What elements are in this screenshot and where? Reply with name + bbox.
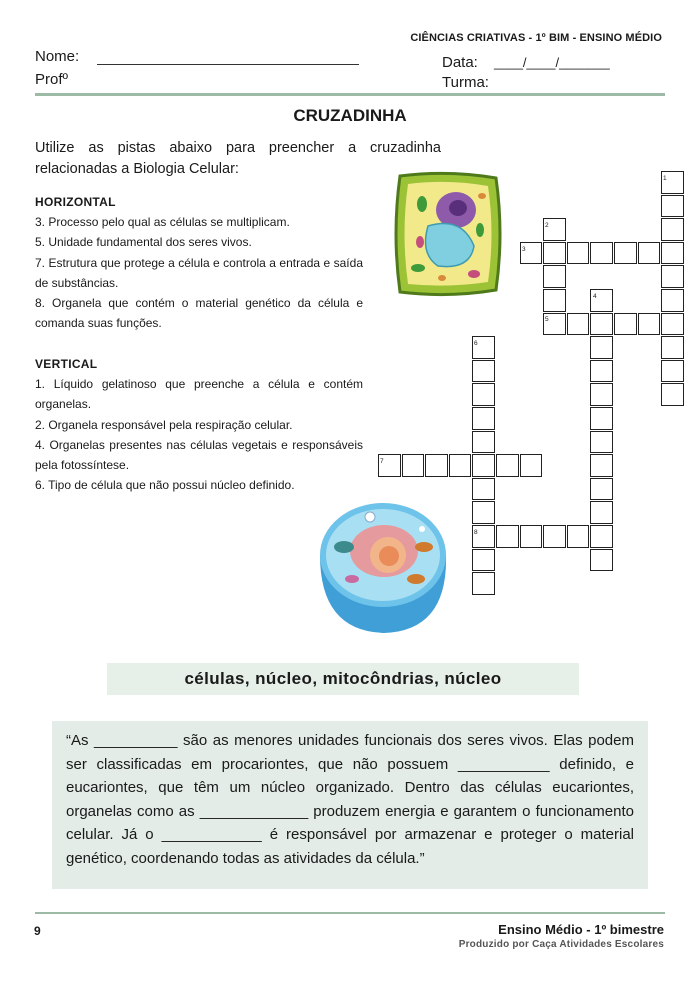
crossword-cell[interactable] [661,289,684,312]
clue-h3: 3. Processo pelo qual as células se multiplicam. [35,215,290,230]
page-title: CRUZADINHA [293,106,407,125]
clue-v6: 6. Tipo de célula que não possui núcleo definido. [35,478,295,493]
crossword-number-3: 3 [522,246,526,253]
crossword-cell[interactable] [661,383,684,406]
crossword-cell[interactable] [590,242,613,265]
crossword-cell[interactable] [638,242,661,265]
crossword-cell[interactable] [472,549,495,572]
crossword-cell[interactable] [472,407,495,430]
crossword-cell[interactable] [543,265,566,288]
crossword-cell[interactable] [543,242,566,265]
crossword-cell[interactable] [567,242,590,265]
crossword-cell[interactable] [472,572,495,595]
animal-cell-illustration [312,493,452,637]
crossword-number-5: 5 [545,316,549,323]
series-header: CIÊNCIAS CRIATIVAS - 1º BIM - ENSINO MÉDIO [410,32,662,44]
vertical-heading: VERTICAL [35,357,98,371]
date-blank[interactable]: ____/____/_______ [494,55,610,70]
clue-h5: 5. Unidade fundamental dos seres vivos. [35,235,252,250]
crossword-cell[interactable] [543,289,566,312]
teacher-label: Profº [35,71,68,88]
crossword-cell[interactable] [543,525,566,548]
crossword-cell[interactable] [661,313,684,336]
crossword-number-2: 2 [545,222,549,229]
crossword-cell[interactable] [520,454,543,477]
instructions: Utilize as pistas abaixo para preencher a cruzadinha relacionadas a Biologia Celular: [35,140,441,177]
clue-v1: 1. Líquido gelatinoso que preenche a célula e contém organelas. [35,377,363,412]
fill-in-paragraph[interactable]: “As __________ são as menores unidades funcionais dos seres vivos. Elas podem ser classificadas em procariontes, que não possuem ___________ definido, e eucariontes, que têm um núcleo organizado. Dentro das células eucariontes, organelas como as _____________ produzem energia e garantem o funcionamento celular. Já o ____________ é responsável por armazenar e proteger o material genético, coordenando todas as atividades da célula.” [66,732,634,867]
date-label: Data: [442,54,478,71]
crossword-cell[interactable] [567,313,590,336]
crossword-cell[interactable] [590,501,613,524]
fill-in-paragraph-box [52,721,648,889]
clue-h8: 8. Organela que contém o material genético da célula e comanda suas funções. [35,296,363,331]
crossword-cell[interactable] [590,407,613,430]
footer-divider [35,912,665,914]
crossword-cell[interactable] [590,454,613,477]
crossword-cell[interactable] [590,549,613,572]
crossword-cell[interactable] [590,478,613,501]
class-label: Turma: [442,74,489,91]
crossword-cell[interactable] [425,454,448,477]
crossword-cell[interactable] [661,336,684,359]
crossword-cell[interactable] [520,525,543,548]
crossword-number-7: 7 [380,458,384,465]
crossword-cell[interactable] [614,242,637,265]
crossword-cell[interactable] [590,336,613,359]
crossword-cell[interactable] [590,313,613,336]
crossword-cell[interactable] [402,454,425,477]
crossword-cell[interactable] [614,313,637,336]
crossword-cell[interactable] [496,525,519,548]
crossword-cell[interactable] [661,265,684,288]
crossword-cell[interactable] [661,360,684,383]
clue-h7: 7. Estrutura que protege a célula e controla a entrada e saída de substâncias. [35,255,363,290]
crossword-number-8: 8 [474,529,478,536]
crossword-cell[interactable] [472,383,495,406]
crossword-cell[interactable] [496,454,519,477]
crossword-number-6: 6 [474,340,478,347]
crossword-cell[interactable] [661,242,684,265]
crossword-cell[interactable] [661,195,684,218]
crossword-cell[interactable] [590,525,613,548]
crossword-cell[interactable] [590,383,613,406]
crossword-cell[interactable] [472,478,495,501]
clue-v4: 4. Organelas presentes nas células vegetais e responsáveis pela fotossíntese. [35,437,363,473]
crossword-cell[interactable] [472,501,495,524]
crossword-cell[interactable] [472,360,495,383]
footer-credit: Produzido por Caça Atividades Escolares [458,939,664,950]
crossword-cell[interactable] [590,431,613,454]
name-label: Nome: [35,48,80,65]
word-bank: células, núcleo, mitocôndrias, núcleo [107,663,579,695]
crossword-number-4: 4 [593,293,597,300]
crossword-cell[interactable] [472,454,495,477]
crossword-cell[interactable] [472,431,495,454]
footer-level: Ensino Médio - 1º bimestre [498,922,664,937]
crossword-cell[interactable] [449,454,472,477]
clue-v2: 2. Organela responsável pela respiração celular. [35,417,293,432]
crossword-cell[interactable] [590,360,613,383]
crossword-cell[interactable] [661,218,684,241]
horizontal-heading: HORIZONTAL [35,195,116,209]
page-number: 9 [34,924,41,938]
crossword-cell[interactable] [638,313,661,336]
crossword-cell[interactable] [567,525,590,548]
crossword-number-1: 1 [663,175,667,182]
